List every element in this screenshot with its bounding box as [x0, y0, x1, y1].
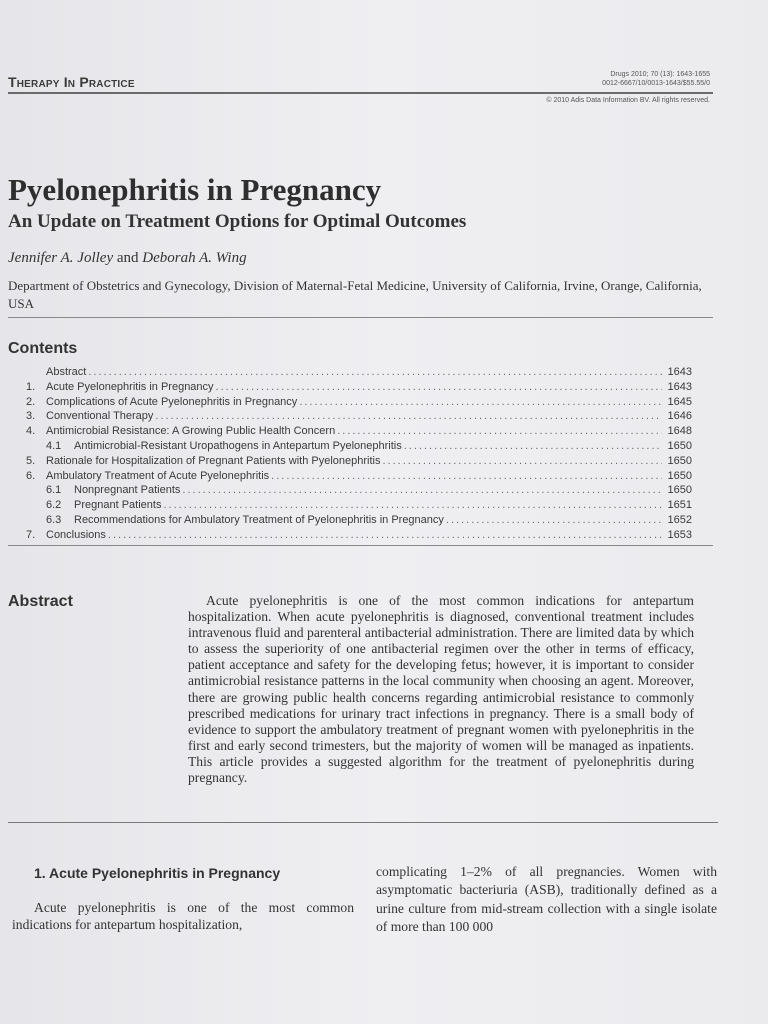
article-subtitle: An Update on Treatment Options for Optimal Outcomes [8, 211, 467, 232]
divider [8, 545, 713, 546]
toc-entry[interactable] [26, 529, 692, 544]
author-joiner: and [116, 250, 139, 266]
table-of-contents [26, 366, 692, 544]
toc-entry[interactable] [26, 440, 692, 455]
toc-entry-page: 1650 [667, 439, 692, 452]
article-title: Pyelonephritis in Pregnancy [8, 172, 382, 207]
toc-entry-number: 1. [26, 380, 36, 393]
body-text-right-column: complicating 1–2% of all pregnancies. Women with asymptomatic bacteriuria (ASB), traditionally defined as a urine culture from mid-stream collection with a single isolate of more than 100 000 [376, 864, 717, 934]
toc-entry-number: 2. [26, 395, 36, 408]
toc-entry-page: 1653 [667, 528, 692, 541]
copyright-notice: © 2010 Adis Data Information BV. All rights reserved. [546, 97, 710, 104]
toc-leader-dots [182, 484, 662, 496]
toc-entry[interactable] [26, 366, 692, 381]
toc-entry-page: 1648 [667, 425, 692, 438]
toc-entry[interactable] [26, 484, 692, 499]
toc-entry-label: Complications of Acute Pyelonephritis in Pregnancy [46, 395, 298, 408]
toc-entry[interactable] [26, 499, 692, 514]
divider [8, 317, 713, 318]
toc-entry-page: 1650 [667, 454, 692, 467]
affiliation: Department of Obstetrics and Gynecology, Division of Maternal-Fetal Medicine, University of California, Irvine, Orange, California, USA [8, 278, 702, 311]
toc-entry-label: Acute Pyelonephritis in Pregnancy [46, 380, 214, 393]
toc-entry-label: Ambulatory Treatment of Acute Pyelonephritis [46, 469, 270, 482]
section-heading: 1. Acute Pyelonephritis in Pregnancy [34, 865, 281, 881]
author-name: Jennifer A. Jolley [8, 250, 114, 266]
toc-entry-label: Recommendations for Ambulatory Treatment of Pyelonephritis in Pregnancy [74, 513, 444, 526]
toc-leader-dots [216, 381, 662, 393]
toc-entry-page: 1652 [667, 513, 692, 526]
toc-entry-number: 6.1 [46, 484, 62, 497]
toc-entry-label: Nonpregnant Patients [74, 484, 181, 497]
toc-entry-page: 1645 [667, 395, 692, 408]
toc-entry[interactable] [26, 396, 692, 411]
abstract-text: Acute pyelonephritis is one of the most common indications for antepartum hospitalization. When acute pyelonephritis is diagnosed, conventional treatment includes intravenous fluid and parenteral antibacterial administration. There are limited data by which to assess the superiority of one antibacterial regimen over the other in terms of efficacy, patient acceptance and safety for the developing fetus; however, it is important to consider antimicrobial resistance patterns in the local community when choosing an agent. Moreover, there are growing public health concerns regarding antimicrobial resistance to commonly prescribed medications for urinary tract infections in pregnancy. There is a small body of evidence to support the ambulatory treatment of pregnant women with pyelonephritis in the first and early second trimesters, but the majority of women will be managed as inpatients. This article provides a suggested algorithm for the treatment of pyelonephritis during pregnancy. [188, 593, 694, 786]
journal-reference [602, 70, 710, 88]
toc-entry[interactable] [26, 514, 692, 529]
section-label: Therapy In Practice [8, 74, 135, 90]
toc-entry-number: 7. [26, 528, 36, 541]
toc-leader-dots [108, 529, 662, 541]
abstract-heading: Abstract [8, 593, 73, 610]
header-rule [8, 92, 713, 94]
toc-entry-page: 1650 [667, 469, 692, 482]
toc-entry[interactable] [26, 410, 692, 425]
toc-entry-page: 1651 [667, 499, 692, 512]
toc-entry-page: 1646 [667, 410, 692, 423]
toc-leader-dots [446, 514, 662, 526]
journal-issn: 0012-6667/10/0013-1643/$55.55/0 [602, 80, 710, 87]
toc-leader-dots [299, 396, 662, 408]
toc-entry-page: 1643 [667, 380, 692, 393]
toc-leader-dots [337, 425, 662, 437]
toc-entry[interactable] [26, 425, 692, 440]
toc-entry-page: 1650 [667, 484, 692, 497]
contents-heading: Contents [8, 340, 78, 357]
toc-entry-label: Pregnant Patients [74, 499, 162, 512]
toc-entry-number: 6.3 [46, 513, 62, 526]
toc-entry-number: 6. [26, 469, 36, 482]
divider [8, 822, 718, 823]
body-text-left-column: Acute pyelonephritis is one of the most common indications for antepartum hospitalization, [12, 900, 354, 932]
toc-entry-number: 3. [26, 410, 36, 423]
toc-leader-dots [404, 440, 662, 452]
toc-leader-dots [382, 455, 662, 467]
toc-entry-page: 1643 [667, 366, 692, 378]
toc-entry-label: Conventional Therapy [46, 410, 154, 423]
toc-leader-dots [271, 470, 662, 482]
toc-entry-number: 5. [26, 454, 36, 467]
toc-entry[interactable] [26, 381, 692, 396]
toc-entry-label: Antimicrobial-Resistant Uropathogens in Antepartum Pyelonephritis [74, 439, 402, 452]
toc-entry-label: Rationale for Hospitalization of Pregnant Patients with Pyelonephritis [46, 454, 381, 467]
toc-entry-number: 4. [26, 425, 36, 438]
toc-entry[interactable] [26, 470, 692, 485]
toc-entry[interactable] [26, 455, 692, 470]
toc-leader-dots [155, 410, 662, 422]
toc-entry-label: Antimicrobial Resistance: A Growing Public Health Concern [46, 425, 336, 438]
author-name: Deborah A. Wing [142, 250, 247, 266]
toc-leader-dots [163, 499, 662, 511]
toc-entry-label: Conclusions [46, 528, 106, 541]
toc-entry-label: Abstract [46, 366, 87, 378]
toc-entry-number: 4.1 [46, 439, 62, 452]
author-line [8, 250, 247, 267]
toc-leader-dots [88, 366, 662, 378]
toc-entry-number: 6.2 [46, 499, 62, 512]
journal-citation: Drugs 2010; 70 (13): 1643-1655 [610, 71, 710, 78]
